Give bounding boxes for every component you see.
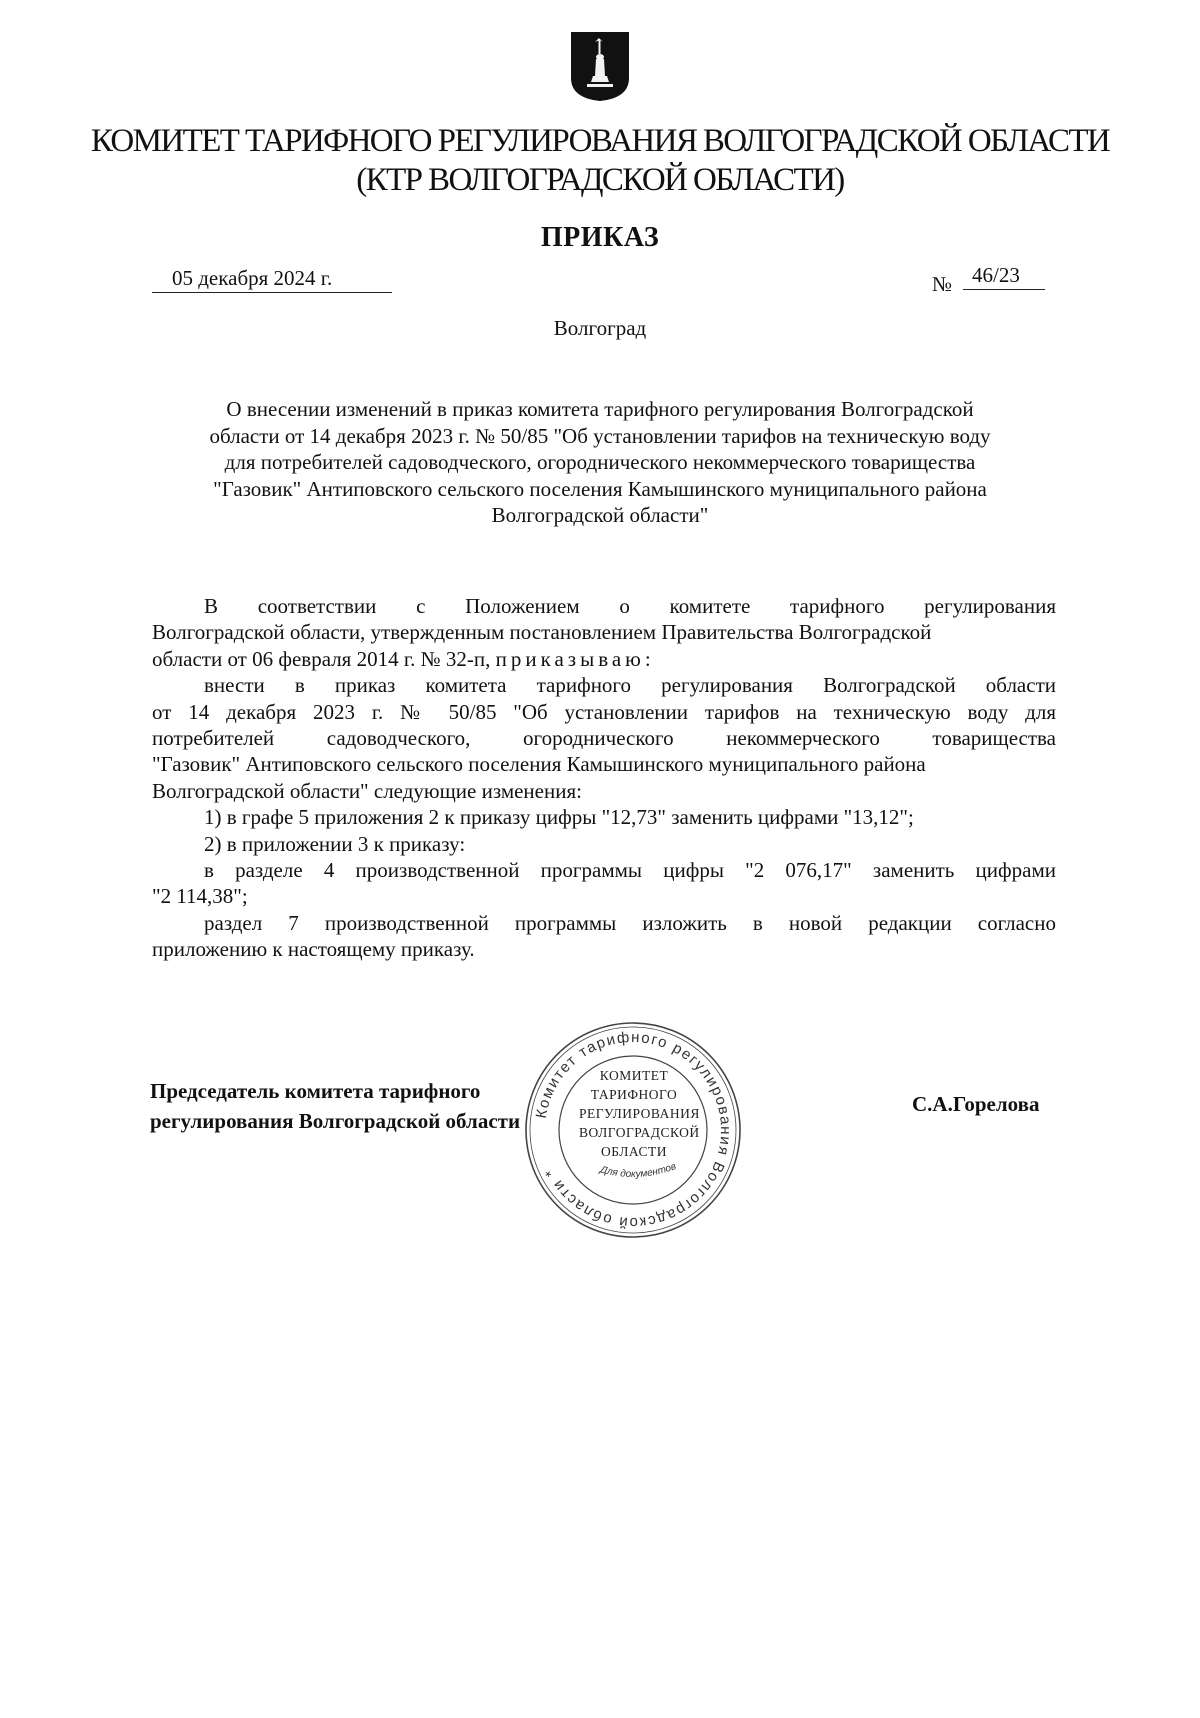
list-item: 2) в приложении 3 к приказу: <box>204 831 466 856</box>
document-subject <box>140 396 1060 529</box>
svg-text:Для документов <box>598 1161 678 1180</box>
seal-inner-text: КОМИТЕТ <box>599 1068 669 1083</box>
document-date: 05 декабря 2024 г. <box>152 266 392 293</box>
organization-short-name: (КТР ВОЛГОГРАДСКОЙ ОБЛАСТИ) <box>356 162 844 198</box>
subject-line: области от 14 декабря 2023 г. № 50/85 "Об установлении тарифов на техническую воду <box>209 423 991 448</box>
coat-of-arms-icon <box>569 30 631 102</box>
seal-inner-text: РЕГУЛИРОВАНИЯ <box>579 1106 700 1121</box>
seal-outer-text: Комитет тарифного регулирования Волгоградской области * <box>532 1028 735 1232</box>
body-line: "Газовик" Антиповского сельского поселения Камышинского муниципального района <box>152 752 926 777</box>
body-line: потребителей садоводческого, огороднического некоммерческого товарищества <box>152 726 1056 751</box>
seal-bottom-text: Для документов <box>598 1161 678 1181</box>
number-sign: № <box>932 272 953 296</box>
city: Волгоград <box>553 316 647 340</box>
seal-inner-text: ВОЛГОГРАДСКОЙ <box>579 1125 700 1140</box>
body-text: области от 06 февраля 2014 г. № 32-п, <box>152 646 491 671</box>
body-line: Волгоградской области, утвержденным постановлением Правительства Волгоградской <box>152 620 932 645</box>
position-line: Председатель комитета тарифного <box>150 1079 481 1103</box>
signatory-name: С.А.Горелова <box>912 1092 1040 1116</box>
subject-line: для потребителей садоводческого, огороднического некоммерческого товарищества <box>224 450 976 474</box>
body-line: "2 114,38"; <box>152 884 248 909</box>
body-line: внести в приказ комитета тарифного регулирования Волгоградской области <box>204 673 1056 698</box>
subject-line: "Газовик" Антиповского сельского поселения Камышинского муниципального района <box>213 476 987 501</box>
body-line: от 14 декабря 2023 г. № 50/85 "Об установлении тарифов на техническую воду для <box>152 699 1056 724</box>
document-number: 46/23 <box>963 263 1045 290</box>
order-word: приказываю: <box>495 646 655 671</box>
body-line: в разделе 4 производственной программы цифры "2 076,17" заменить цифрами <box>204 858 1056 883</box>
body-line <box>152 646 1056 672</box>
subject-line: О внесении изменений в приказ комитета тарифного регулирования Волгоградской <box>226 397 974 421</box>
body-line: В соответствии с Положением о комитете тарифного регулирования <box>204 594 1056 618</box>
position-line: регулирования Волгоградской области <box>150 1109 521 1133</box>
signatory-position <box>150 1076 520 1136</box>
body-line: Волгоградской области" следующие изменения: <box>152 778 582 803</box>
body-line: раздел 7 производственной программы изложить в новой редакции согласно <box>204 910 1056 935</box>
list-item: 1) в графе 5 приложения 2 к приказу цифры "12,73" заменить цифрами "13,12"; <box>204 805 914 830</box>
seal-inner-text: ТАРИФНОГО <box>590 1087 678 1102</box>
seal-inner-text: ОБЛАСТИ <box>601 1144 667 1159</box>
document-type: ПРИКАЗ <box>540 222 660 253</box>
organization-name: КОМИТЕТ ТАРИФНОГО РЕГУЛИРОВАНИЯ ВОЛГОГРАДСКОЙ ОБЛАСТИ <box>90 123 1110 159</box>
body-line: приложению к настоящему приказу. <box>152 937 475 962</box>
subject-line: Волгоградской области" <box>491 503 709 527</box>
document-body <box>152 593 1056 963</box>
